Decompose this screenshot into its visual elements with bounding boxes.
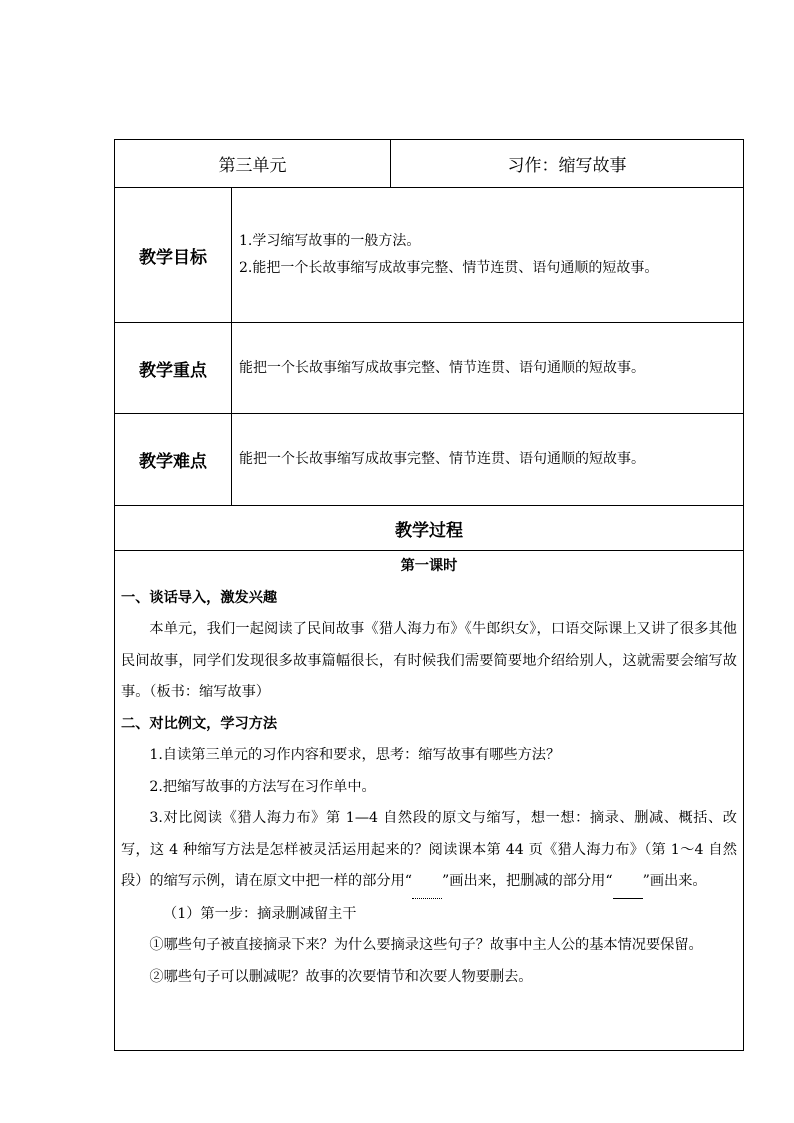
topic-cell [391, 140, 743, 187]
item3-text-c: ”画出来。 [642, 873, 707, 889]
difficulties-row [115, 414, 743, 506]
lesson-plan-table [114, 139, 744, 1051]
wavy-underline-mark [412, 866, 442, 899]
paragraph: 本单元，我们一起阅读了民间故事《猎人海力布》《牛郎织女》，口语交际课上又讲了很多其他民间故事，同学们发现很多故事篇幅很长，有时候我们需要简要地介绍给别人，这就需要会缩写故事。（板书：缩写故事） [121, 621, 737, 700]
step-heading: （1）第一步：摘录删减留主干 [163, 905, 357, 922]
difficulties-label-cell [115, 414, 232, 505]
difficulties-text: 能把一个长故事缩写成故事完整、情节连贯、语句通顺的短故事。 [239, 451, 645, 467]
goals-label-cell [115, 188, 232, 322]
topic-title: 习作：缩写故事 [507, 156, 627, 176]
difficulties-content [232, 414, 743, 505]
question: ①哪些句子被直接摘录下来？为什么要摘录这些句子？故事中主人公的基本情况要保留。 [149, 937, 703, 953]
key-points-text: 能把一个长故事缩写成故事完整、情节连贯、语句通顺的短故事。 [239, 359, 645, 376]
section-heading: 二、对比例文，学习方法 [121, 715, 278, 732]
question: ②哪些句子可以删减呢？故事的次要情节和次要人物要删去。 [149, 968, 533, 985]
section-heading: 一、谈话导入，激发兴趣 [121, 589, 278, 606]
goal-item: 1.学习缩写故事的一般方法。 [239, 233, 421, 249]
goals-label: 教学目标 [139, 247, 207, 268]
key-points-label: 教学重点 [139, 360, 207, 381]
process-body [121, 551, 737, 993]
lesson-title: 第一课时 [400, 558, 458, 574]
process-body-row [115, 551, 743, 1050]
key-points-label-cell [115, 323, 232, 413]
list-item: 1.自读第三单元的习作内容和要求，思考：缩写故事有哪些方法？ [149, 747, 561, 763]
difficulties-label: 教学难点 [139, 452, 207, 472]
list-item-3 [121, 803, 737, 899]
item3-text-a: 3.对比阅读《猎人海力布》第 1—4 自然段的原文与缩写，想一想：摘录、删减、概括、改写，这 4 种缩写方法是怎样被灵活运用起来的？阅读课本第 44 页《猎人海力布》（第 1～4 自然段）的缩写示例，请在原文中把一样的部分用“ [121, 810, 737, 889]
key-points-row [115, 323, 743, 414]
process-title-cell [115, 506, 743, 550]
list-item: 2.把缩写故事的方法写在习作单中。 [149, 778, 376, 795]
process-title: 教学过程 [395, 520, 463, 541]
key-points-content [232, 323, 743, 413]
item3-text-b: ”画出来，把删减的部分用“ [442, 873, 613, 889]
straight-underline-mark [613, 866, 643, 899]
goals-row [115, 188, 743, 323]
process-title-row [115, 506, 743, 551]
unit-cell [115, 140, 391, 187]
unit-title: 第三单元 [218, 156, 287, 176]
goals-content [232, 188, 743, 322]
header-row [115, 140, 743, 188]
goal-item: 2.能把一个长故事缩写成故事完整、情节连贯、语句通顺的短故事。 [239, 260, 659, 276]
